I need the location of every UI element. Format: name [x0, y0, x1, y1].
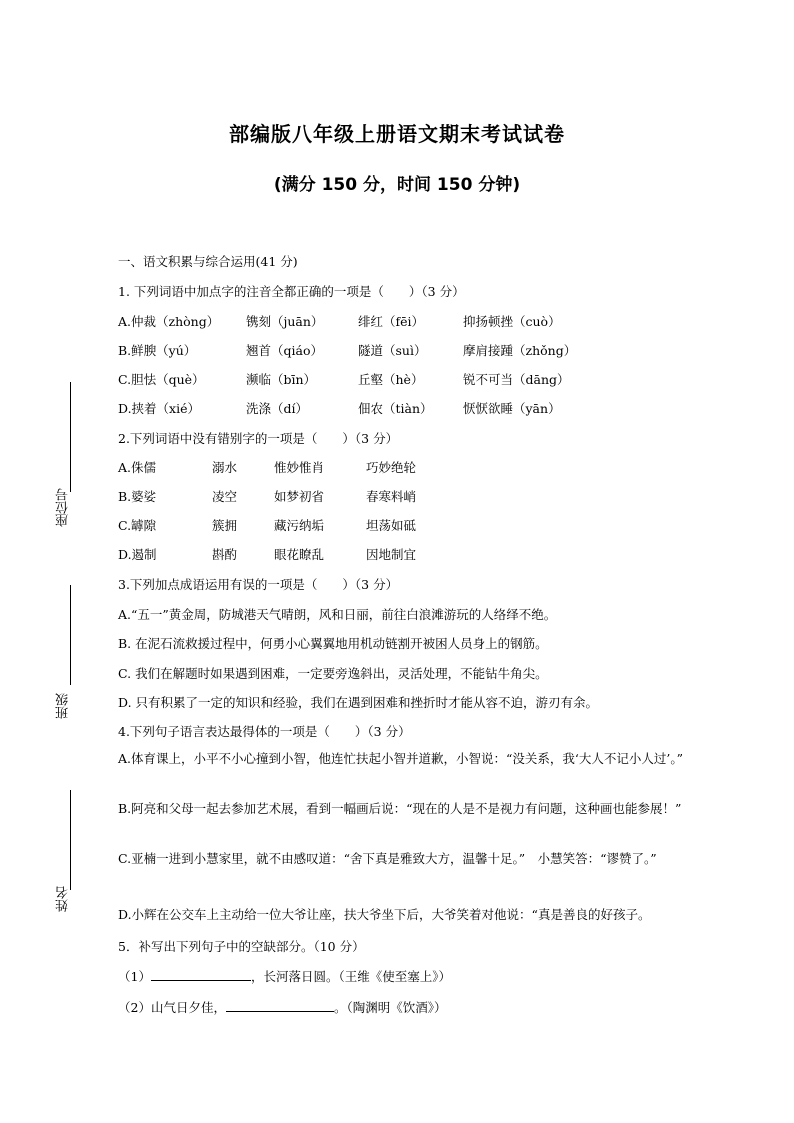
question-4-option-d: D.小辉在公交车上主动给一位大爷让座，扶大爷坐下后，大爷笑着对他说：“真是善良的好孩子。 — [118, 907, 651, 922]
binding-label-name: 姓名 — [56, 886, 71, 912]
question-3-option-a: A.“五一”黄金周，防城港天气晴朗，风和日丽，前往白浪滩游玩的人络绎不绝。 — [118, 607, 557, 622]
question-4-option-c: C.亚楠一进到小慧家里，就不由感叹道：“舍下真是雅致大方，温馨十足。” 小慧笑答：“谬赞了。” — [118, 851, 657, 866]
question-3-option-c: C. 我们在解题时如果遇到困难，一定要旁逸斜出，灵活处理，不能钻牛角尖。 — [118, 666, 548, 681]
exam-page: 座位号 班级 姓名 部编版八年级上册语文期末考试试卷 (满分 150 分，时间 150 分钟) 一、语文积累与综合运用(41 分) 1. 下列词语中加点字的注音全都正确的一项是（ ）（3 分） A.仲裁（zhòng） 镌刻（juān） 绯红（fēi） 抑扬顿挫（cuò） B.鲜腴（yú） 翘首（qiáo） 隧道（suì） 摩肩接踵（zhǒng） C.胆怯（què） 濒临（bīn） 丘壑（hè） 锐不可当（dāng） D.挟着（xié） 洗涤（dí） 佃农（tiàn） 恹恹欲睡（yān） 2.下列词语中没有错别字的一项是（ ）（3 分） A.侏儒 溺水 惟妙惟肖 巧妙绝轮 B.婆娑 凌空 如梦初省 春寒料峭 C.罅隙 簇拥 藏污纳垢 坦荡如砥 D.遏制 斟酌 眼花瞭乱 因地制宜 3.下列加点成语运用有误的一项是（ ）（3 分） A.“五一”黄金周，防城港天气晴朗，风和日丽，前往白浪滩游玩的人络绎不绝。 B. 在泥石流救援过程中，何勇小心翼翼地用机动链割开被困人员身上的钢筋。 C. 我们在解题时如果遇到困难，一定要旁逸斜出，灵活处理，不能钻牛角尖。 D. 只有积累了一定的知识和经验，我们在遇到困难和挫折时才能从容不迫，游刃有余。 4.下列句子语言表达最得体的一项是（ ）（3 分） A.体育课上，小平不小心撞到小智，他连忙扶起小智并道歉，小智说：“没关系，我‘大人不记小人过’。” B.阿亮和父母一起去参加艺术展，看到一幅画后说：“现在的人是不是视力有问题，这种画也能参展！” C.亚楠一进到小慧家里，就不由感叹道：“舍下真是雅致大方，温馨十足。” 小慧笑答：“谬赞了。” D.小辉在公交车上主动给一位大爷让座，扶大爷坐下后，大爷笑着对他说：“真是善良的好孩子。 5．补写出下列句子中的空缺部分。（10 分） （1） ，长河落日圆。（王维《使至塞上》） （2）山气日夕佳， 。（陶渊明《饮酒》） — [0, 0, 794, 1123]
answer-blank[interactable] — [226, 999, 334, 1012]
question-2-stem: 2.下列词语中没有错别字的一项是（ ）（3 分） — [118, 431, 399, 446]
question-4-option-b: B.阿亮和父母一起去参加艺术展，看到一幅画后说：“现在的人是不是视力有问题，这种画也能参展！” — [118, 801, 682, 816]
question-1-stem: 1. 下列词语中加点字的注音全都正确的一项是（ ）（3 分） — [118, 284, 465, 299]
binding-line-name — [70, 790, 71, 890]
question-5-stem: 5．补写出下列句子中的空缺部分。（10 分） — [118, 939, 365, 954]
section-heading: 一、语文积累与综合运用(41 分) — [118, 254, 298, 269]
binding-line-class — [70, 585, 71, 685]
exam-subtitle: (满分 150 分，时间 150 分钟) — [273, 175, 521, 195]
question-3-stem: 3.下列加点成语运用有误的一项是（ ）（3 分） — [118, 577, 399, 592]
binding-line-seat — [70, 382, 71, 492]
question-4-stem: 4.下列句子语言表达最得体的一项是（ ）（3 分） — [118, 724, 411, 739]
exam-title: 部编版八年级上册语文期末考试试卷 — [229, 122, 565, 146]
question-5-item-1: （1） ，长河落日圆。（王维《使至塞上》） — [118, 969, 451, 984]
question-5-item-2: （2）山气日夕佳， 。（陶渊明《饮酒》） — [118, 1000, 447, 1015]
question-3-option-b: B. 在泥石流救援过程中，何勇小心翼翼地用机动链割开被困人员身上的钢筋。 — [118, 636, 548, 651]
question-4-option-a: A.体育课上，小平不小心撞到小智，他连忙扶起小智并道歉，小智说：“没关系，我‘大人不记小人过’。” — [118, 751, 683, 766]
binding-label-seat: 座位号 — [56, 488, 71, 527]
answer-blank[interactable] — [151, 968, 251, 981]
question-3-option-d: D. 只有积累了一定的知识和经验，我们在遇到困难和挫折时才能从容不迫，游刃有余。 — [118, 695, 599, 710]
binding-label-class: 班级 — [56, 693, 71, 719]
